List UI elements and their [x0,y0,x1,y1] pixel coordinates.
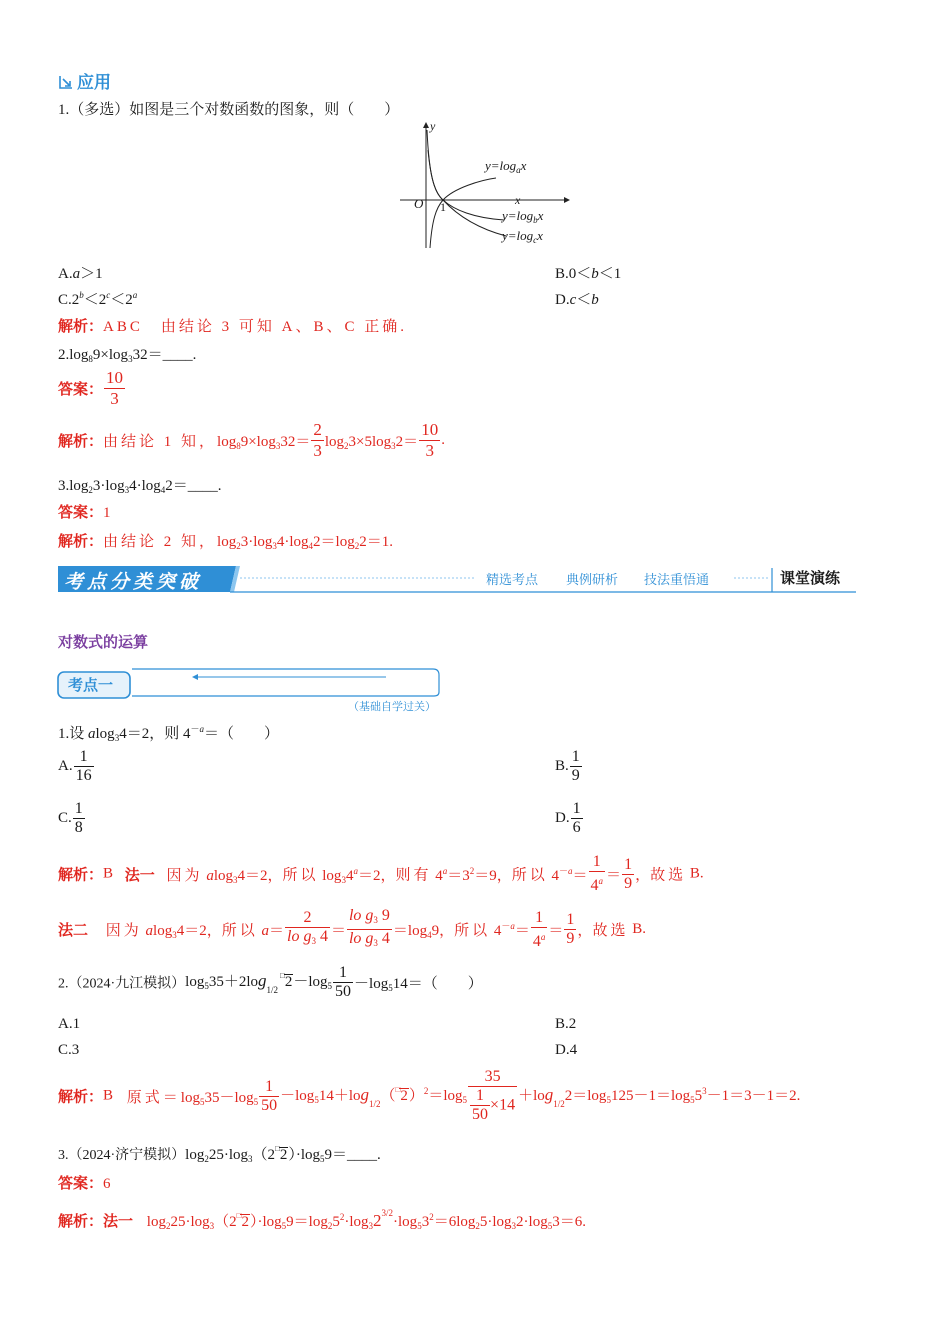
q1-option-b: B.0＜b＜1 [555,266,622,282]
kaodian-frame [56,666,441,700]
e1-option-c: C. $\frac{1}{8}$ [58,800,83,836]
graph-label-origin: O [414,196,424,211]
graph-label-y: y [430,119,436,133]
e2-stem: 2.（2024·九江模拟）$\log_535+2\log_{1/2}^□2-\log_5$ $\frac{1}{50}$ $-\log_514=$（ ） [58,964,483,1000]
graph-curve-c-label: $y=\log_cx$ [502,228,543,245]
e2-option-b: B.2 [555,1016,577,1032]
kaodian-tag: 考点一 [68,676,114,694]
q2-stem: $2.\log_89\times\log_332=\_\_\_\_$. [58,347,197,364]
e2-option-a: A.1 [58,1016,81,1032]
q1-stem: 1.（多选）如图是三个对数函数的图象，则（ ） [58,102,400,118]
banner-left-text: 考点分类突破 [64,571,203,593]
q1-option-a: A.a＞1 [58,266,103,282]
q3-answer: 答案：1 [58,503,111,521]
e1-option-a: A. $\frac{1}{16}$ [58,748,92,784]
e1-analysis-method2: 法二 因为 alog$_3$4＝2，所以 a＝ $\frac{2}{lo g_3 4}$ ＝ $\frac{lo g_3 9}{lo g_3 4}$ $=\log_49$，所以 $4^{-a}=$ $\frac{1}{4^a}$ ＝ $\frac{1}{9}$ ，故选 B. [58,907,646,950]
e2-option-c: C.3 [58,1042,80,1058]
graph-label-x: x [515,193,521,207]
graph-curve-a-label: $y=\log_ax$ [485,158,527,175]
kaodian-note: （基础自学过关） [348,701,436,713]
graph-curve-b-label: $y=\log_bx$ [502,208,544,225]
e3-answer: 答案：6 [58,1174,111,1192]
q3-stem: $3.\log_23\cdot\log_34\cdot\log_42=\_\_\_\_$. [58,478,222,495]
e2-option-d: D.4 [555,1042,578,1058]
apply-title: 应用 [77,73,111,93]
section-banner [58,564,856,594]
q1-analysis: 解析：ABC 由结论 3 可知 A、B、C 正确. [58,317,407,335]
q2-answer: 答案： $\frac{10}{3}$ [58,368,124,408]
apply-header [58,68,111,93]
section-title: 对数式的运算 [58,633,149,651]
e3-analysis: 解析：法一 $\log_225\cdot\log_3(2^□2)\cdot\log_59=\log_25^2\cdot\log_32^{3/2}\cdot\log_53^2=6\log_25\cdot\log_32\cdot\log_53=6$. [58,1208,586,1231]
banner-right-text: 课堂演练 [780,569,841,587]
q1-option-c: $C.2^b<2^c<2^a$ [58,290,138,308]
e1-option-b: B. $\frac{1}{9}$ [555,748,580,784]
q2-analysis: 解析：由结论 1 知，$\log_89\times\log_332=$ $\frac{2}{3}$ $\log_23\times 5\log_32=$ $\frac{10}{3}$ . [58,420,445,460]
e1-analysis-method1: 解析：B 法一 因为 alog$_3$4＝2，所以 $\log_34^a=2$，则有 $4^a=3^2=9$，所以 $4^{-a}=$ $\frac{1}{4^a}$ ＝ $\frac{1}{9}$ ，故选 B. [58,853,704,894]
log-function-graph [396,120,576,255]
e1-stem: 1.设 alog$_3$4＝2，则 $4^{-a}=$（ ） [58,724,279,743]
arrow-corner-icon [58,74,74,90]
q1-option-d: D.c＜b [555,292,599,308]
banner-item-2: 典例研析 [566,573,619,588]
banner-item-1: 精选考点 [486,573,539,588]
graph-label-one: 1 [440,200,446,214]
e1-option-d: D. $\frac{1}{6}$ [555,800,581,836]
banner-item-3: 技法重悟通 [644,573,710,588]
q3-analysis: 解析：由结论 2 知，$\log_23\cdot\log_34\cdot\log_42=\log_22=1$. [58,532,393,551]
e3-stem: 3.（2024·济宁模拟）$\log_225\cdot\log_3(2^□2)\cdot\log_59=\_\_\_\_$. [58,1144,381,1164]
e2-analysis: 解析：B 原式$=\log_535-\log_5$ $\frac{1}{50}$ $-\log_514+\log_{1/2}(^□2)^2=\log_5$ 35 $\frac{1}{50}$ ×14 $+\log_{1/2}2=\log_5125-1=\log_55^3-1=3-1=2$. [58,1068,801,1123]
